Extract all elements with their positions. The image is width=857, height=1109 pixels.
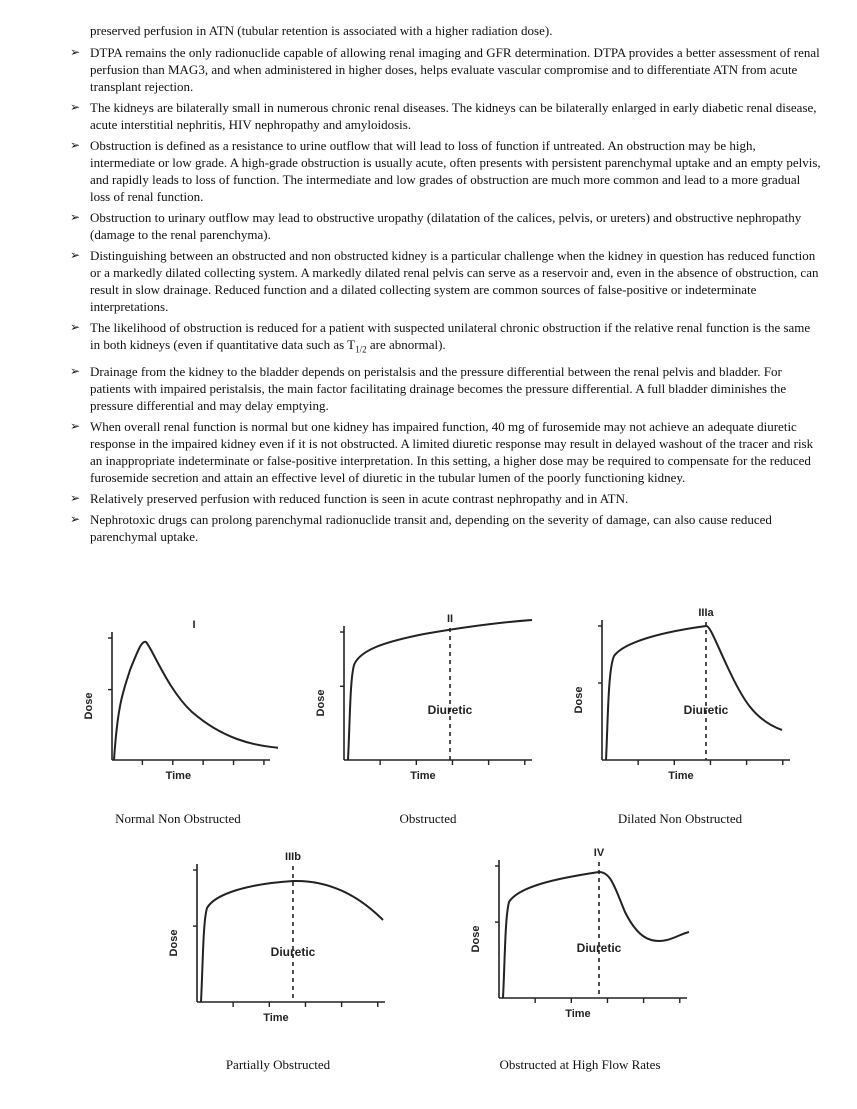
bullet-item	[70, 209, 822, 243]
t-half-subscript: 1/2	[355, 344, 367, 355]
bullet-item	[70, 137, 822, 205]
bullet-text: Nephrotoxic drugs can prolong parenchymal radionuclide transit and, depending on the severity of damage, can also cause reduced parenchymal uptake.	[90, 511, 772, 544]
diuretic-annotation: Diuretic	[576, 941, 622, 955]
bullet-item	[70, 418, 822, 486]
chart-roman-label: II	[446, 613, 454, 625]
chart-caption-dilated: Dilated Non Obstructed	[617, 811, 743, 826]
chart-roman-label: I	[192, 619, 196, 631]
bullet-list	[70, 44, 822, 549]
bullet-item	[70, 490, 822, 507]
bullet-text: Relatively preserved perfusion with reduced function is seen in acute contrast nephropathy and in ATN.	[90, 490, 629, 506]
diuretic-annotation: Diuretic	[683, 703, 729, 717]
bullet-text: The likelihood of obstruction is reduced for a patient with suspected unilateral chronic obstruction if the relative renal function is the same in both kidneys (even if quantitative data such as T	[90, 320, 811, 352]
bullet-arrow-icon: ➢	[70, 320, 81, 334]
renogram-curve	[348, 620, 532, 760]
bullet-arrow-icon: ➢	[70, 490, 81, 505]
bullet-text: When overall renal function is normal but one kidney has impaired function, 40 mg of furosemide may not achieve an adequate diuretic response in the impaired kidney even if it is not obstructed. A limited diuretic response may result in delayed washout of the tracer and risk an inappropriate indeterminate or false-positive interpretation. In this setting, a higher dose may be required to compensate for the reduced furosemide secretion and attain an effective level of diuretic in the tubular lumen of the poorly functioning kidney.	[90, 418, 814, 485]
x-axis-label: Time	[565, 1008, 591, 1020]
bullet-text: Obstruction to urinary outflow may lead to obstructive uropathy (dilatation of the calices, pelvis, or ureters) and obstructive nephropathy (damage to the renal parenchyma).	[90, 210, 802, 242]
y-axis-label: Dose	[168, 929, 180, 957]
bullet-arrow-icon: ➢	[70, 248, 81, 262]
chart-roman-label: IV	[593, 847, 605, 859]
bullet-text: Distinguishing between an obstructed and non obstructed kidney is a particular challenge when the kidney in question has reduced function or a markedly dilated collecting system. A markedly dilated renal pelvis can serve as a reservoir and, even in the absence of obstruction, can result in slow drainage. Reduced function and a dilated collecting system are common sources of false-positive or indeterminate interpretations.	[90, 248, 819, 314]
y-axis-label: Dose	[470, 925, 482, 953]
bullet-text: Drainage from the kidney to the bladder depends on peristalsis and the pressure differential between the renal pelvis and bladder. For patients with impaired peristalsis, the main factor facilitating drainage becomes the pressure differential. A full bladder diminishes the pressure differential and may delay emptying.	[90, 363, 787, 413]
y-axis-label: Dose	[573, 686, 585, 714]
renogram-chart-normal	[78, 610, 278, 800]
chart-roman-label: IIIb	[285, 851, 301, 863]
bullet-item	[70, 363, 822, 414]
bullet-arrow-icon: ➢	[70, 418, 81, 433]
chart-caption-highflow: Obstructed at High Flow Rates	[499, 1057, 661, 1072]
x-axis-label: Time	[165, 770, 192, 782]
y-axis-label: Dose	[83, 692, 95, 720]
bullet-arrow-icon: ➢	[70, 511, 81, 526]
bullet-arrow-icon: ➢	[70, 210, 81, 224]
chart-caption-partial: Partially Obstructed	[225, 1057, 331, 1072]
bullet-text: The kidneys are bilaterally small in numerous chronic renal diseases. The kidneys can be bilaterally enlarged in early diabetic renal disease, acute interstitial nephritis, HIV nephropathy and amyloidosis.	[90, 100, 817, 132]
diuretic-annotation: Diuretic	[427, 703, 473, 717]
renogram-chart-highflow	[465, 838, 695, 1038]
x-axis-label: Time	[263, 1012, 289, 1024]
renogram-curve	[503, 872, 689, 998]
bullet-item	[70, 319, 822, 359]
bullet-arrow-icon: ➢	[70, 100, 81, 114]
diuretic-annotation: Diuretic	[270, 945, 316, 959]
chart-caption-normal: Normal Non Obstructed	[115, 811, 241, 826]
bullet-item	[70, 511, 822, 545]
y-axis-label: Dose	[315, 689, 327, 717]
bullet-item	[70, 247, 822, 315]
chart-roman-label: IIIa	[698, 607, 714, 619]
x-axis-label: Time	[668, 770, 694, 782]
renogram-chart-obstructed	[310, 604, 540, 800]
renogram-curve	[114, 642, 278, 760]
renogram-curve	[606, 626, 782, 760]
bullet-arrow-icon: ➢	[70, 138, 81, 152]
renogram-curve	[201, 881, 383, 1002]
lead-paragraph: preserved perfusion in ATN (tubular retention is associated with a higher radiation dose).	[90, 23, 553, 38]
bullet-item	[70, 99, 822, 133]
bullet-arrow-icon: ➢	[70, 363, 81, 378]
bullet-item	[70, 44, 822, 95]
chart-caption-obstructed: Obstructed	[399, 811, 457, 826]
x-axis-label: Time	[410, 770, 436, 782]
bullet-arrow-icon: ➢	[70, 45, 81, 59]
renogram-chart-dilated	[568, 598, 798, 800]
bullet-text-tail: are abnormal).	[366, 337, 446, 352]
renogram-chart-partial	[163, 842, 393, 1042]
bullet-text: DTPA remains the only radionuclide capable of allowing renal imaging and GFR determination. DTPA provides a better assessment of renal perfusion than MAG3, and when administered in higher doses, helps evaluate vascular compromise and to differentiate ATN from acute transplant rejection.	[90, 45, 820, 94]
bullet-text: Obstruction is defined as a resistance to urine outflow that will lead to loss of function if untreated. An obstruction may be high, intermediate or low grade. A high-grade obstruction is usually acute, often presents with persistent parenchymal uptake and an empty pelvis, and rapidly leads to loss of function. The intermediate and low grades of obstruction are much more common and lead to a more gradual loss of renal function.	[90, 138, 821, 204]
